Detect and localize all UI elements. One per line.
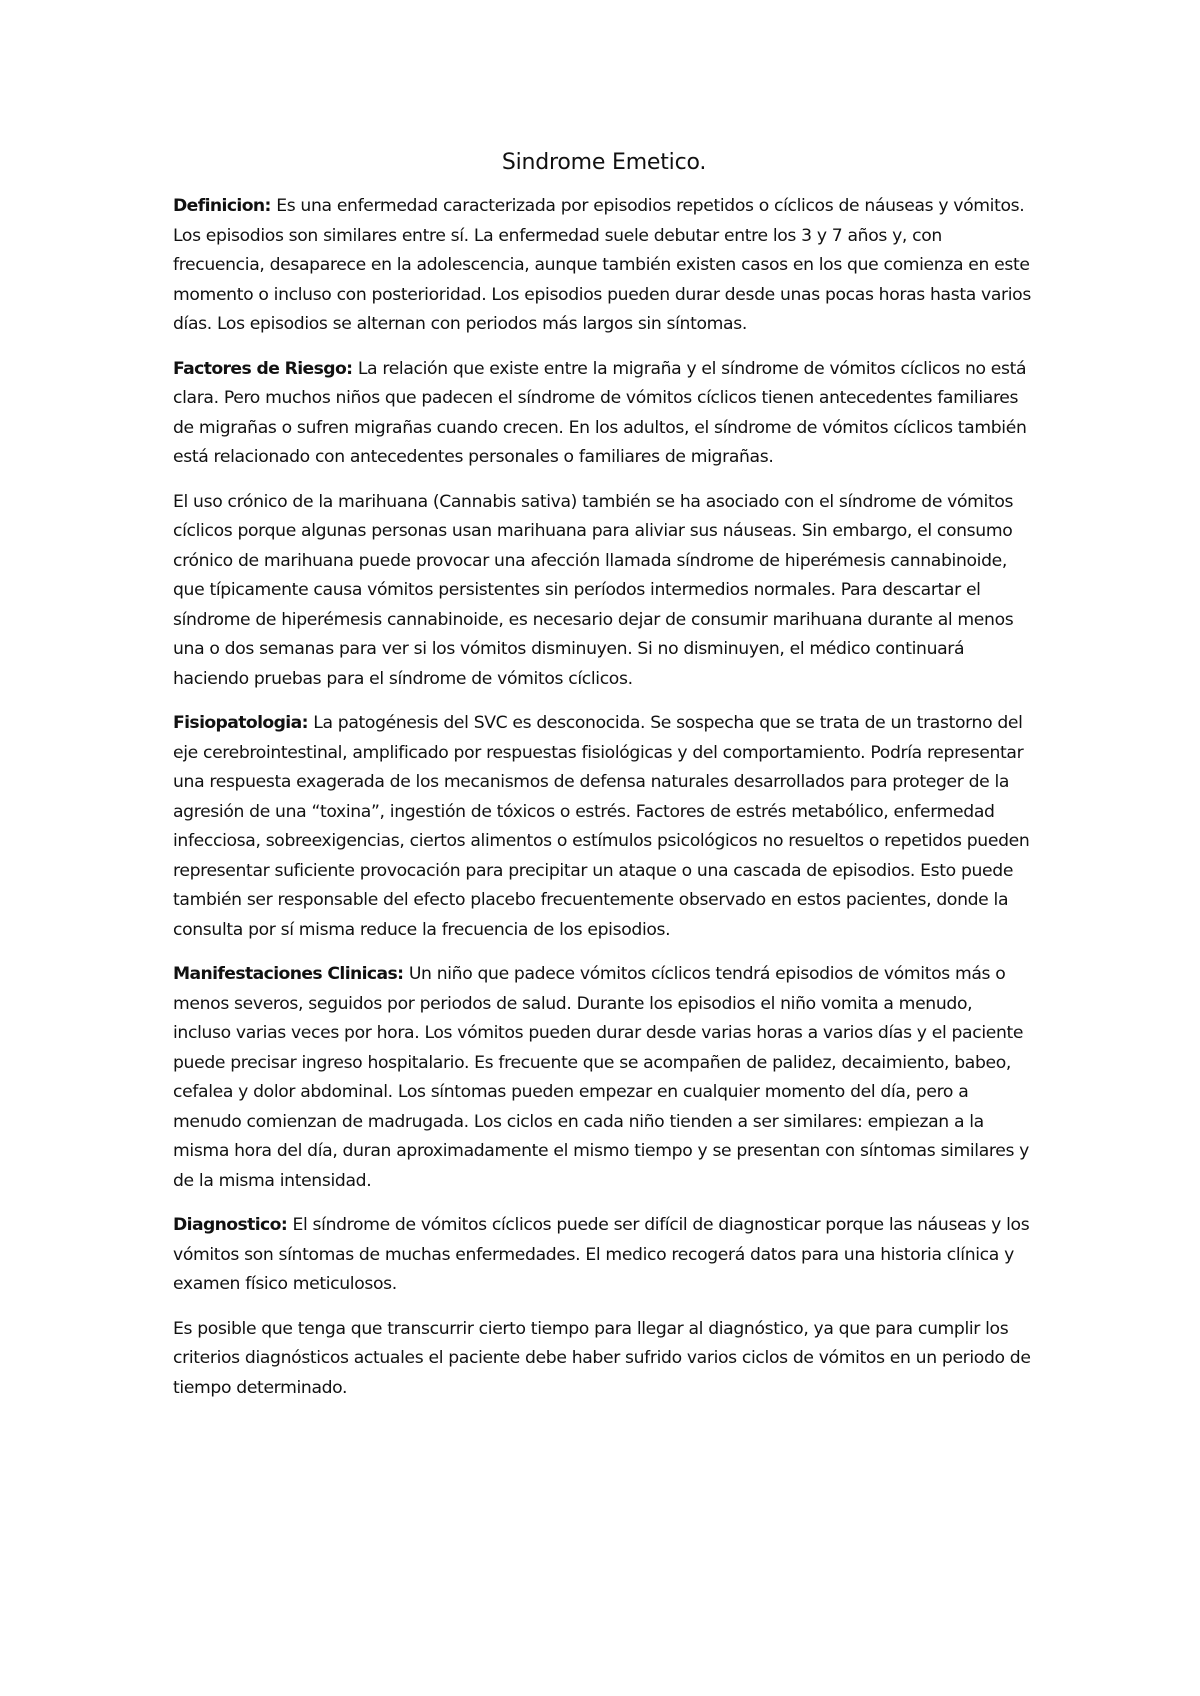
heading-colon: : [397,964,404,984]
section-marihuana-paragraph [173,488,1035,695]
section-heading: Fisiopatologia [173,713,302,733]
section-diagnostico [173,1211,1035,1300]
section-text: La patogénesis del SVC es desconocida. Se sospecha que se trata de un trastorno del eje cerebrointestinal, amplificado por respuestas fisiológicas y del comportamiento. Podría representar una respuesta exagerada de los mecanismos de defensa naturales desarrollados para proteger de la agresión de una “toxina”, ingestión de tóxicos o estrés. Factores de estrés metabólico, enfermedad infecciosa, sobreexigencias, ciertos alimentos o estímulos psicológicos no resueltos o repetidos pueden representar suficiente provocación para precipitar un ataque o una cascada de episodios. Esto puede también ser responsable del efecto placebo frecuentemente observado en estos pacientes, donde la consulta por sí misma reduce la frecuencia de los episodios. [173,713,1030,940]
section-text: El uso crónico de la marihuana (Cannabis sativa) también se ha asociado con el síndrome de vómitos cíclicos porque algunas personas usan marihuana para aliviar sus náuseas. Sin embargo, el consumo crónico de marihuana puede provocar una afección llamada síndrome de hiperémesis cannabinoide, que típicamente causa vómitos persistentes sin períodos intermedios normales. Para descartar el síndrome de hiperémesis cannabinoide, es necesario dejar de consumir marihuana durante al menos una o dos semanas para ver si los vómitos disminuyen. Si no disminuyen, el médico continuará haciendo pruebas para el síndrome de vómitos cíclicos. [173,491,1014,689]
section-text: La relación que existe entre la migraña y el síndrome de vómitos cíclicos no está clara. Pero muchos niños que padecen el síndrome de vómitos cíclicos tienen antecedentes familiares de migrañas o sufren migrañas cuando crecen. En los adultos, el síndrome de vómitos cíclicos también está relacionado con antecedentes personales o familiares de migrañas. [173,358,1027,467]
heading-colon: : [264,196,272,216]
section-text: Es posible que tenga que transcurrir cierto tiempo para llegar al diagnóstico, ya que para cumplir los criterios diagnósticos actuales el paciente debe haber sufrido varios ciclos de vómitos en un periodo de tiempo determinado. [173,1318,1031,1398]
section-heading: Diagnostico [173,1215,281,1235]
section-text: Es una enfermedad caracterizada por episodios repetidos o cíclicos de náuseas y vómitos. Los episodios son similares entre sí. La enfermedad suele debutar entre los 3 y 7 años y, con frecuencia, desaparece en la adolescencia, aunque también existen casos en los que comienza en este momento o incluso con posterioridad. Los episodios pueden durar desde unas pocas horas hasta varios días. Los episodios se alternan con periodos más largos sin síntomas. [173,196,1031,334]
document-body [173,148,1035,1418]
section-diagnostico-continuation [173,1315,1035,1404]
section-heading: Definicion [173,196,265,216]
heading-colon: : [346,358,353,379]
section-heading: Factores de Riesgo [173,358,347,379]
heading-colon: : [280,1215,288,1235]
section-factores-de-riesgo [173,355,1035,473]
section-text: El síndrome de vómitos cíclicos puede ser difícil de diagnosticar porque las náuseas y los vómitos son síntomas de muchas enfermedades. El medico recogerá datos para una historia clínica y examen físico meticulosos. [173,1215,1030,1294]
section-definicion [173,192,1035,340]
heading-colon: : [301,713,309,733]
section-manifestaciones-clinicas [173,960,1035,1196]
document-title: Sindrome Emetico. [501,150,707,175]
section-text: Un niño que padece vómitos cíclicos tendrá episodios de vómitos más o menos severos, seguidos por periodos de salud. Durante los episodios el niño vomita a menudo, incluso varias veces por hora. Los vómitos pueden durar desde varias horas a varios días y el paciente puede precisar ingreso hospitalario. Es frecuente que se acompañen de palidez, decaimiento, babeo, cefalea y dolor abdominal. Los síntomas pueden empezar en cualquier momento del día, pero a menudo comienzan de madrugada. Los ciclos en cada niño tienden a ser similares: empiezan a la misma hora del día, duran aproximadamente el mismo tiempo y se presentan con síntomas similares y de la misma intensidad. [173,964,1030,1191]
section-heading: Manifestaciones Clinicas [173,964,398,984]
section-fisiopatologia [173,709,1035,945]
